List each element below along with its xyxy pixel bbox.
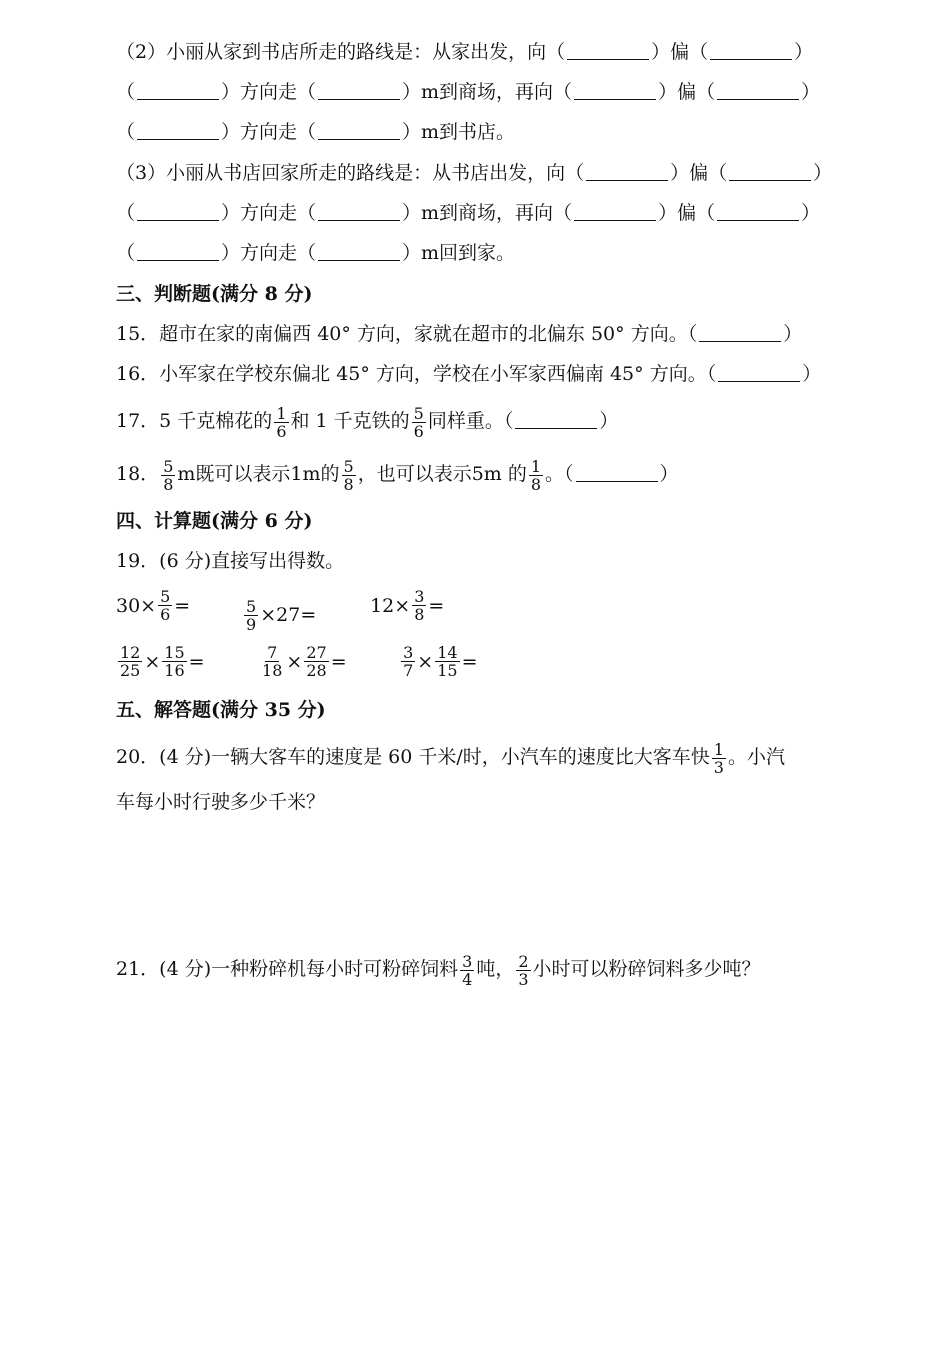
denominator: 8	[163, 474, 174, 494]
text: ）	[813, 162, 833, 184]
q14-sub2-line3	[116, 120, 515, 144]
answer-blank[interactable]	[137, 242, 219, 261]
fraction	[304, 644, 328, 679]
text: ）	[801, 81, 821, 103]
answer-blank[interactable]	[718, 363, 800, 382]
text: =	[174, 594, 191, 617]
q14-sub2-line1	[116, 40, 813, 64]
calc-row-2	[116, 641, 477, 679]
numerator: 5	[413, 403, 424, 423]
text: ）偏（	[670, 162, 728, 184]
calc-item	[116, 588, 236, 623]
text: 30×	[116, 594, 157, 617]
fraction	[516, 953, 530, 988]
q20	[116, 736, 785, 778]
text: 18．	[116, 463, 160, 485]
text: （	[116, 242, 136, 264]
fraction	[342, 458, 356, 493]
answer-blank[interactable]	[318, 242, 400, 261]
answer-blank[interactable]	[574, 202, 656, 221]
fraction	[412, 405, 426, 440]
text: ×27=	[260, 604, 317, 626]
denominator: 25	[120, 661, 141, 680]
answer-blank[interactable]	[318, 121, 400, 140]
answer-blank[interactable]	[710, 41, 792, 60]
calc-item	[258, 644, 393, 679]
numerator: 1	[276, 403, 287, 423]
denominator: 28	[306, 661, 327, 680]
fraction	[260, 644, 284, 679]
text: ×	[286, 650, 303, 673]
answer-blank[interactable]	[137, 121, 219, 140]
text: =	[428, 594, 445, 617]
calc-row-1	[116, 588, 444, 633]
answer-blank[interactable]	[699, 323, 781, 342]
answer-blank[interactable]	[717, 202, 799, 221]
answer-blank[interactable]	[515, 410, 597, 429]
numerator: 1	[713, 739, 724, 759]
text: ）方向走（	[221, 202, 317, 224]
numerator: 14	[437, 643, 458, 662]
fraction	[529, 458, 543, 493]
denominator: 6	[160, 605, 171, 624]
text: ）	[801, 202, 821, 224]
calc-item	[242, 598, 364, 633]
numerator: 3	[403, 643, 414, 662]
q18	[116, 453, 679, 495]
answer-blank[interactable]	[586, 162, 668, 181]
q14-sub3-line3	[116, 241, 515, 265]
numerator: 1	[530, 456, 542, 476]
text: 。小汽	[727, 746, 785, 768]
answer-blank[interactable]	[137, 81, 219, 100]
q20-continued: 车每小时行驶多少千米？	[116, 791, 326, 813]
denominator: 7	[403, 661, 414, 680]
text: ）m到书店。	[402, 121, 516, 143]
text: ）偏（	[658, 202, 716, 224]
answer-blank[interactable]	[137, 202, 219, 221]
denominator: 18	[262, 661, 283, 680]
fraction	[412, 588, 426, 623]
q17	[116, 400, 618, 442]
answer-blank[interactable]	[318, 202, 400, 221]
denominator: 3	[518, 969, 529, 989]
numerator: 7	[267, 643, 278, 662]
text: ）偏（	[658, 81, 716, 103]
fraction	[162, 644, 186, 679]
text: ）方向走（	[221, 81, 317, 103]
text: m既可以表示1m的	[177, 463, 340, 485]
text: =	[188, 650, 205, 673]
text: 。（	[545, 463, 574, 485]
text: ）	[802, 363, 822, 385]
q16	[116, 362, 821, 386]
denominator: 8	[414, 605, 425, 624]
denominator: 6	[276, 421, 287, 441]
numerator: 3	[414, 587, 425, 606]
fraction	[161, 458, 175, 493]
numerator: 15	[164, 643, 185, 662]
calc-item	[116, 644, 252, 679]
text: 17．5 千克棉花的	[116, 410, 273, 432]
text: （2）小丽从家到书店所走的路线是：从家出发，向（	[116, 41, 566, 63]
text: =	[461, 650, 478, 673]
answer-blank[interactable]	[567, 41, 649, 60]
text: ）m到商场，再向（	[402, 81, 573, 103]
text: ）m回到家。	[402, 242, 516, 264]
text: ）	[659, 463, 679, 485]
section4-heading: 四、计算题(满分 6 分)	[116, 510, 313, 532]
q15	[116, 322, 802, 346]
denominator: 8	[530, 474, 542, 494]
text: （	[116, 202, 136, 224]
text: ×	[144, 650, 161, 673]
calc-item	[399, 644, 477, 679]
text: ×	[417, 650, 434, 673]
answer-blank[interactable]	[717, 81, 799, 100]
q21	[116, 948, 761, 990]
denominator: 15	[437, 661, 458, 680]
q19: 19．(6 分)直接写出得数。	[116, 550, 345, 572]
text: 同样重。（	[427, 410, 514, 432]
fraction	[712, 741, 726, 776]
text: ）方向走（	[221, 242, 317, 264]
denominator: 3	[713, 757, 724, 777]
answer-blank[interactable]	[729, 162, 811, 181]
numerator: 5	[160, 587, 171, 606]
text: ）	[794, 41, 814, 63]
numerator: 5	[163, 456, 174, 476]
fraction	[244, 598, 258, 633]
fraction	[435, 644, 459, 679]
denominator: 4	[462, 969, 473, 989]
text: （	[116, 121, 136, 143]
answer-blank[interactable]	[318, 81, 400, 100]
numerator: 12	[120, 643, 141, 662]
denominator: 6	[413, 421, 424, 441]
text: =	[330, 650, 347, 673]
denominator: 9	[246, 614, 257, 634]
text: 12×	[370, 594, 411, 617]
section3-heading: 三、判断题(满分 8 分)	[116, 283, 313, 305]
numerator: 5	[246, 596, 257, 616]
answer-blank[interactable]	[574, 81, 656, 100]
text: ）	[783, 323, 803, 345]
fraction	[118, 644, 142, 679]
text: （3）小丽从书店回家所走的路线是：从书店出发，向（	[116, 162, 585, 184]
text: 吨，	[476, 958, 515, 980]
numerator: 2	[518, 951, 529, 971]
fraction	[401, 644, 415, 679]
q14-sub3-line2	[116, 201, 820, 225]
text: 15．超市在家的南偏西 40° 方向，家就在超市的北偏东 50° 方向。（	[116, 323, 698, 345]
q14-sub2-line2	[116, 80, 820, 104]
text: ）方向走（	[221, 121, 317, 143]
numerator: 27	[306, 643, 327, 662]
fraction	[158, 588, 172, 623]
fraction	[460, 953, 474, 988]
denominator: 8	[343, 474, 354, 494]
text: 21．(4 分)一种粉碎机每小时可粉碎饲料	[116, 958, 459, 980]
numerator: 5	[343, 456, 354, 476]
section5-heading: 五、解答题(满分 35 分)	[116, 699, 326, 721]
answer-blank[interactable]	[576, 463, 658, 482]
text: ）偏（	[651, 41, 709, 63]
fraction	[274, 405, 288, 440]
text: 20．(4 分)一辆大客车的速度是 60 千米/时，小汽车的速度比大客车快	[116, 746, 710, 768]
q14-sub3-line1	[116, 161, 832, 185]
text: 和 1 千克铁的	[290, 410, 410, 432]
denominator: 16	[164, 661, 185, 680]
text: ）m到商场，再向（	[402, 202, 573, 224]
numerator: 3	[462, 951, 473, 971]
text: 小时可以粉碎饲料多少吨？	[532, 958, 761, 980]
text: （	[116, 81, 136, 103]
calc-item	[370, 588, 444, 623]
text: ，也可以表示5m 的	[357, 463, 527, 485]
text: ）	[599, 410, 619, 432]
text: 16．小军家在学校东偏北 45° 方向，学校在小军家西偏南 45° 方向。（	[116, 363, 717, 385]
